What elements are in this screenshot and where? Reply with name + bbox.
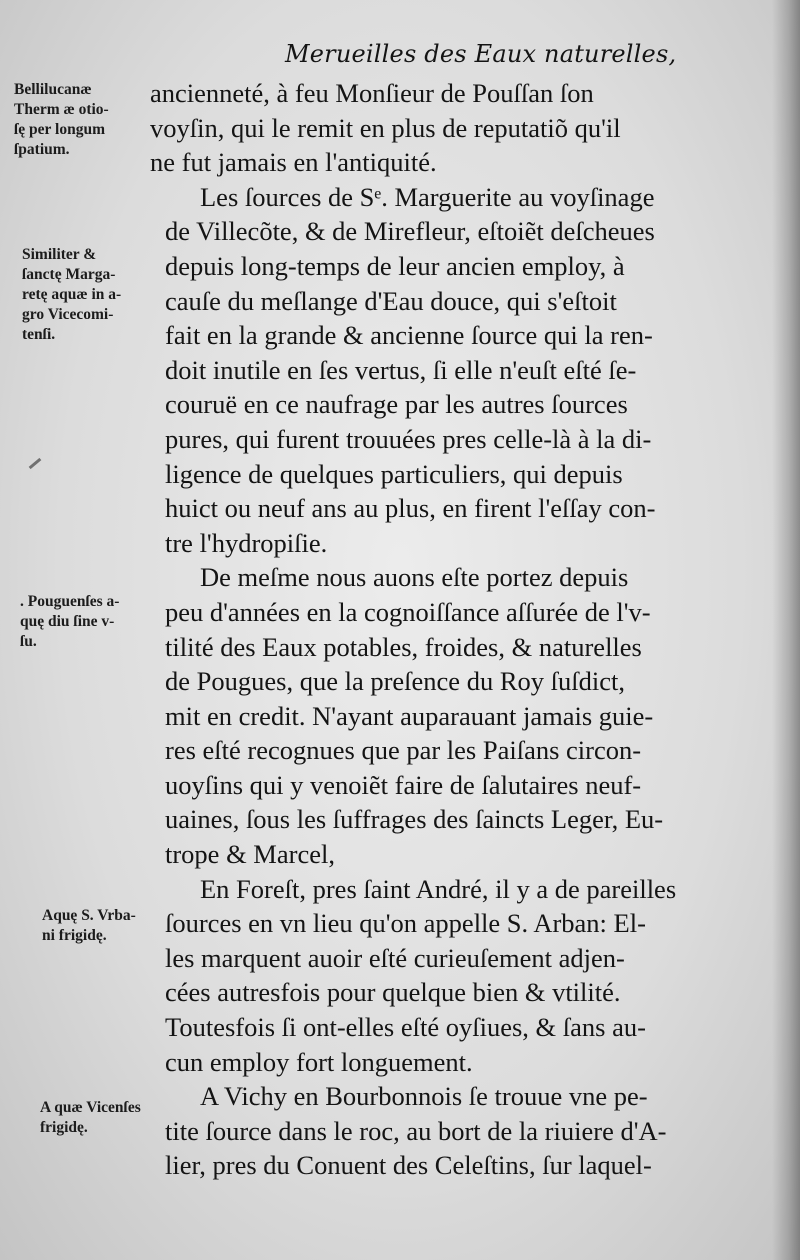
body-line: de Villecõte, & de Mirefleur, eſtoiẽt deſcheues xyxy=(165,216,655,247)
body-line: couruë en ce naufrage par les autres ſources xyxy=(165,389,628,420)
body-line: lier, pres du Conuent des Celeſtins, ſur laquel- xyxy=(165,1150,652,1181)
body-line: uoyſins qui y venoiẽt faire de ſalutaires neuf- xyxy=(165,769,642,800)
body-line: De meſme nous auons eſte portez depuis xyxy=(200,562,629,593)
margin-note-line: Bellilucanæ xyxy=(14,81,92,98)
body-line: fait en la grande & ancienne ſource qui la ren- xyxy=(165,320,653,351)
body-line: voyſin, qui le remit en plus de reputatiõ qu'il xyxy=(150,112,621,143)
margin-note-line: ſanctę Marga- xyxy=(22,266,116,283)
body-line: cun employ fort longuement. xyxy=(165,1046,473,1077)
margin-note-bellilucanae xyxy=(14,80,176,160)
margin-note-line: ſpatium. xyxy=(14,141,70,158)
margin-note-line: Similiter & xyxy=(22,246,97,263)
margin-note-line: retę aquæ in a- xyxy=(22,286,122,303)
margin-note-line: Therm æ otio- xyxy=(14,101,109,118)
body-line: Les ſources de Sᵉ. Marguerite au voyſinage xyxy=(200,181,655,212)
body-line: ancienneté, à feu Monſieur de Pouſſan ſon xyxy=(150,78,594,108)
running-head: Merueilles des Eaux naturelles, xyxy=(285,40,677,68)
body-line: depuis long-temps de leur ancien employ, à xyxy=(165,250,625,281)
margin-note-line: gro Vicecomi- xyxy=(22,306,114,323)
margin-note-line: frigidę. xyxy=(40,1119,88,1136)
body-line: huict ou neuf ans au plus, en firent l'eſſay con- xyxy=(165,493,656,524)
margin-note-line: ſę per longum xyxy=(14,121,105,138)
margin-note-aquae-vicenses xyxy=(40,1098,202,1138)
body-line: uaines, ſous les ſuffrages des ſaincts Leger, Eu- xyxy=(165,804,664,835)
body-line: ne fut jamais en l'antiquité. xyxy=(150,147,437,178)
body-line: ligence de quelques particuliers, qui depuis xyxy=(165,458,623,489)
body-line: les marquent auoir eſté curieuſement adjen- xyxy=(165,942,625,973)
margin-note-line: ni frigidę. xyxy=(42,927,107,944)
body-line: tilité des Eaux potables, froides, & naturelles xyxy=(165,631,642,662)
body-line: cées autresfois pour quelque bien & vtilité. xyxy=(165,977,621,1008)
margin-note-line: tenſi. xyxy=(22,326,56,343)
page-gutter-shadow xyxy=(772,0,800,1260)
body-line: ſources en vn lieu qu'on appelle S. Arban: El- xyxy=(165,908,646,939)
body-line: res eſté recognues que par les Paiſans circon- xyxy=(165,735,642,766)
body-line: A Vichy en Bourbonnois ſe trouue vne pe- xyxy=(200,1081,648,1112)
margin-note-line: . Pouguenſes a- xyxy=(20,593,120,610)
margin-note-line: A quæ Vicenſes xyxy=(40,1099,141,1116)
body-text xyxy=(150,76,770,1183)
margin-note-similiter xyxy=(22,245,184,345)
body-line: tre l'hydropiſie. xyxy=(165,527,328,558)
body-line: de Pougues, que la preſence du Roy ſuſdict, xyxy=(165,666,625,697)
ink-smudge xyxy=(29,458,42,469)
body-line: cauſe du meſlange d'Eau douce, qui s'eſtoit xyxy=(165,285,617,316)
body-line: mit en credit. N'ayant auparauant jamais guie- xyxy=(165,700,654,731)
body-line: Toutesfois ſi ont-elles eſté oyſiues, & ſans au- xyxy=(165,1012,646,1043)
margin-note-line: ſu. xyxy=(20,633,37,650)
body-line: trope & Marcel, xyxy=(165,839,335,870)
margin-note-aquae-s-vrbani xyxy=(42,906,204,946)
body-line: pures, qui furent trouuées pres celle-là à la di- xyxy=(165,423,652,454)
body-line: tite ſource dans le roc, au bort de la riuiere d'A- xyxy=(165,1115,667,1146)
margin-note-pouguenses xyxy=(20,592,182,652)
margin-note-line: Aquę S. Vrba- xyxy=(42,907,136,924)
body-line: peu d'années en la cognoiſſance aſſurée de l'v- xyxy=(165,596,651,627)
body-line: doit inutile en ſes vertus, ſi elle n'euſt eſté ſe- xyxy=(165,354,637,385)
margin-note-line: quę diu ſine v- xyxy=(20,613,115,630)
body-line: En Foreſt, pres ſaint André, il y a de pareilles xyxy=(200,873,677,904)
